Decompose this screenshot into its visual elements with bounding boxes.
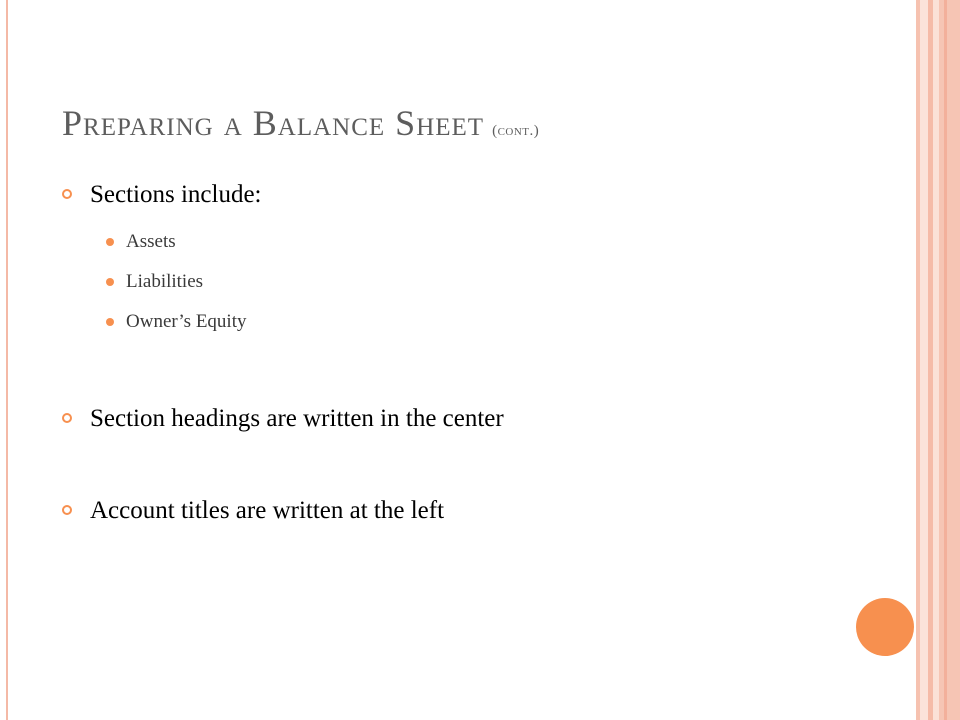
bullet-item: [62, 492, 902, 530]
dot-bullet-icon: [106, 278, 114, 286]
bullet-item: [62, 176, 902, 214]
slide-title: [62, 102, 539, 144]
title-suffix: (cont.): [492, 123, 540, 139]
bullet-text: Account titles are written at the left: [90, 497, 445, 524]
right-stripe: [939, 0, 960, 720]
sub-bullet-text: Owner’s Equity: [126, 311, 247, 332]
orange-circle-icon: [856, 598, 914, 656]
ring-bullet-icon: [62, 505, 72, 515]
ring-bullet-icon: [62, 189, 72, 199]
ring-bullet-icon: [62, 413, 72, 423]
title-text: Preparing a Balance Sheet: [62, 103, 485, 143]
right-stripe: [920, 0, 928, 720]
dot-bullet-icon: [106, 318, 114, 326]
right-stripe: [944, 0, 947, 720]
dot-bullet-icon: [106, 238, 114, 246]
slide-body: [62, 176, 902, 530]
sub-bullet-list: [62, 222, 902, 342]
sub-bullet-item: [62, 302, 902, 342]
bullet-text: Section headings are written in the center: [90, 405, 504, 432]
sub-bullet-item: [62, 222, 902, 262]
sub-bullet-item: [62, 262, 902, 302]
sub-bullet-text: Assets: [126, 231, 176, 252]
bullet-item: [62, 400, 902, 438]
left-border-line: [6, 0, 8, 720]
sub-bullet-text: Liabilities: [126, 271, 204, 292]
bullet-text: Sections include:: [90, 181, 262, 208]
